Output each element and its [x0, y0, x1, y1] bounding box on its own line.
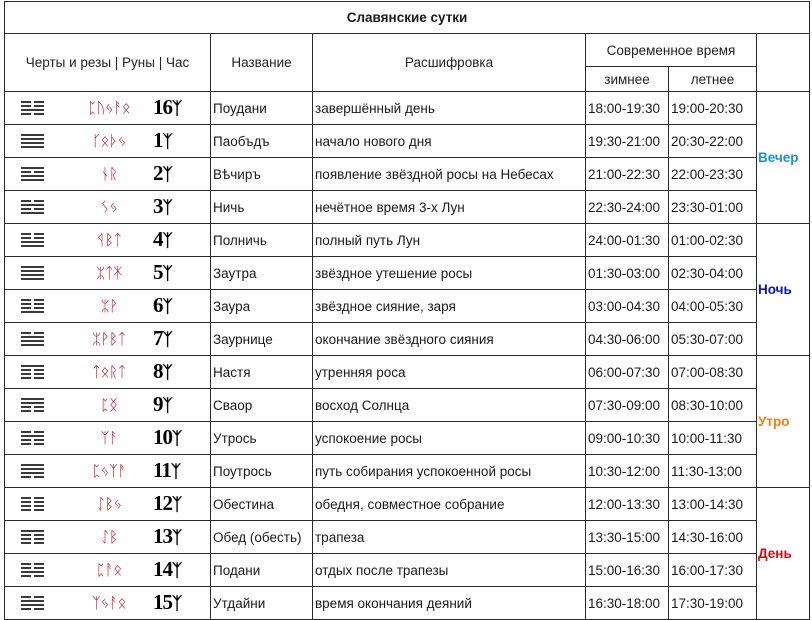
- hour-number: [153, 491, 181, 516]
- period-meaning: звёздное сияние, заря: [313, 290, 586, 323]
- trigram-icon: [21, 365, 44, 379]
- period-meaning: окончание звёздного сияния: [313, 323, 586, 356]
- period-meaning: обедня, совместное собрание: [313, 488, 586, 521]
- winter-time: 15:00-16:30: [586, 554, 669, 587]
- hour-value: 3: [153, 194, 163, 218]
- hour-value: 4: [153, 227, 163, 251]
- day-period-label: Утро: [757, 356, 810, 488]
- hour-value: 16: [153, 95, 172, 119]
- glyph-cell: [5, 389, 211, 422]
- table-row: [5, 224, 810, 257]
- rune-glyphs: ᛯᚹ: [100, 297, 118, 315]
- glyph-cell: [5, 224, 211, 257]
- rune-glyphs: ᚾᚱ: [100, 165, 118, 183]
- hour-number: [153, 326, 172, 351]
- summer-time: 22:00-23:30: [669, 158, 757, 191]
- winter-time: 24:00-01:30: [586, 224, 669, 257]
- period-name: Поудани: [211, 92, 313, 125]
- rune-glyphs: ᛉᛃᚨᛟ: [91, 594, 126, 612]
- day-period-label: Вечер: [757, 92, 810, 224]
- table-row: [5, 191, 810, 224]
- winter-time: 04:30-06:00: [586, 323, 669, 356]
- winter-time: 07:30-09:00: [586, 389, 669, 422]
- rune-glyphs: ᛈᚨᛟ: [96, 561, 122, 579]
- table-row: [5, 290, 810, 323]
- period-meaning: утренняя роса: [313, 356, 586, 389]
- hour-value: 10: [153, 425, 172, 449]
- trigram-icon: [21, 167, 44, 181]
- table-row: [5, 422, 810, 455]
- hour-number: [153, 194, 172, 219]
- day-period-label: День: [757, 488, 810, 620]
- hour-mark-icon: ᛉ: [162, 330, 172, 350]
- hour-mark-icon: ᛉ: [162, 396, 172, 416]
- rune-glyphs: ᛈᚢᛃᚨᛟ: [87, 99, 131, 117]
- period-name: Подани: [211, 554, 313, 587]
- hour-mark-icon: ᛉ: [162, 297, 172, 317]
- hour-number: [153, 95, 181, 120]
- trigram-icon: [21, 101, 44, 115]
- hour-mark-icon: ᛉ: [162, 363, 172, 383]
- hour-mark-icon: ᛉ: [162, 264, 172, 284]
- summer-time: 16:00-17:30: [669, 554, 757, 587]
- trigram-icon: [21, 431, 44, 445]
- rune-glyphs: ᛯᚹᛒᛏ: [91, 330, 126, 348]
- slavic-day-table: [4, 1, 810, 620]
- glyph-cell: [5, 488, 211, 521]
- hour-number: [153, 260, 172, 285]
- glyph-cell: [5, 257, 211, 290]
- hour-number: [153, 128, 172, 153]
- period-name: Утрось: [211, 422, 313, 455]
- period-meaning: нечётное время 3-х Лун: [313, 191, 586, 224]
- period-meaning: успокоение росы: [313, 422, 586, 455]
- table-row: [5, 125, 810, 158]
- period-meaning: восход Солнца: [313, 389, 586, 422]
- trigram-icon: [21, 299, 44, 313]
- hour-mark-icon: ᛉ: [172, 495, 182, 515]
- table-row: [5, 389, 810, 422]
- glyph-cell: [5, 356, 211, 389]
- trigram-icon: [21, 332, 44, 346]
- table-row: [5, 554, 810, 587]
- winter-time: 19:30-21:00: [586, 125, 669, 158]
- period-name: Обед (обесть): [211, 521, 313, 554]
- hour-value: 8: [153, 359, 163, 383]
- header-period: [757, 34, 810, 92]
- table-row: [5, 92, 810, 125]
- rune-glyphs: ᛈᛃᛉᚨ: [91, 462, 126, 480]
- winter-time: 09:00-10:30: [586, 422, 669, 455]
- period-name: Заутра: [211, 257, 313, 290]
- trigram-icon: [21, 563, 44, 577]
- period-meaning: отдых после трапезы: [313, 554, 586, 587]
- winter-time: 01:30-03:00: [586, 257, 669, 290]
- hour-value: 6: [153, 293, 163, 317]
- trigram-icon: [21, 596, 44, 610]
- period-name: Полничь: [211, 224, 313, 257]
- header-summer: летнее: [669, 67, 757, 92]
- glyph-cell: [5, 587, 211, 620]
- period-name: Заура: [211, 290, 313, 323]
- winter-time: 03:00-04:30: [586, 290, 669, 323]
- hour-number: [153, 227, 172, 252]
- period-meaning: время окончания деяний: [313, 587, 586, 620]
- glyph-cell: [5, 125, 211, 158]
- rune-glyphs: ᛇᛒᛃ: [96, 495, 122, 513]
- summer-time: 13:00-14:30: [669, 488, 757, 521]
- hour-value: 15: [153, 590, 172, 614]
- hour-value: 7: [153, 326, 163, 350]
- rune-glyphs: ᛇᛒ: [100, 528, 118, 546]
- winter-time: 21:00-22:30: [586, 158, 669, 191]
- glyph-cell: [5, 422, 211, 455]
- summer-time: 05:30-07:00: [669, 323, 757, 356]
- hour-mark-icon: ᛉ: [170, 462, 181, 482]
- summer-time: 14:30-16:00: [669, 521, 757, 554]
- hour-mark-icon: ᛉ: [162, 198, 172, 218]
- hour-number: [153, 557, 181, 582]
- rune-glyphs: ᚴᛟᚦᛃ: [91, 132, 126, 150]
- period-name: Обестина: [211, 488, 313, 521]
- glyph-cell: [5, 92, 211, 125]
- table-row: [5, 323, 810, 356]
- period-name: Паобъдъ: [211, 125, 313, 158]
- glyph-cell: [5, 191, 211, 224]
- period-name: Утдайни: [211, 587, 313, 620]
- hour-value: 13: [153, 524, 172, 548]
- table-row: [5, 488, 810, 521]
- hour-mark-icon: ᛉ: [172, 561, 182, 581]
- trigram-icon: [21, 398, 44, 412]
- winter-time: 06:00-07:30: [586, 356, 669, 389]
- hour-mark-icon: ᛉ: [162, 231, 172, 251]
- period-name: Вѣчиръ: [211, 158, 313, 191]
- hour-number: [153, 458, 180, 483]
- trigram-icon: [21, 200, 44, 214]
- summer-time: 10:00-11:30: [669, 422, 757, 455]
- hour-value: 5: [153, 260, 163, 284]
- trigram-icon: [21, 464, 44, 478]
- hour-number: [153, 161, 172, 186]
- period-meaning: трапеза: [313, 521, 586, 554]
- hour-mark-icon: ᛉ: [162, 132, 172, 152]
- rune-glyphs: ᛯᛏᛡ: [96, 264, 122, 282]
- hour-number: [153, 293, 172, 318]
- header-name: Название: [211, 34, 313, 92]
- summer-time: 19:00-20:30: [669, 92, 757, 125]
- winter-time: 18:00-19:30: [586, 92, 669, 125]
- period-meaning: путь собирания успокоенной росы: [313, 455, 586, 488]
- hour-value: 1: [153, 128, 163, 152]
- summer-time: 20:30-22:00: [669, 125, 757, 158]
- period-meaning: полный путь Лун: [313, 224, 586, 257]
- hour-number: [153, 392, 172, 417]
- trigram-icon: [21, 134, 44, 148]
- hour-mark-icon: ᛉ: [172, 429, 182, 449]
- winter-time: 10:30-12:00: [586, 455, 669, 488]
- trigram-icon: [21, 266, 44, 280]
- hour-mark-icon: ᛉ: [172, 99, 182, 119]
- hour-number: [153, 359, 172, 384]
- header-glyphs: Черты и резы | Руны | Час: [5, 34, 211, 92]
- header-winter: зимнее: [586, 67, 669, 92]
- summer-time: 23:30-01:00: [669, 191, 757, 224]
- period-meaning: звёздное утешение росы: [313, 257, 586, 290]
- rune-glyphs: ᛉᚨ: [100, 429, 118, 447]
- table-row: [5, 455, 810, 488]
- summer-time: 04:00-05:30: [669, 290, 757, 323]
- rune-glyphs: ᛈᛝ: [100, 396, 118, 414]
- glyph-cell: [5, 521, 211, 554]
- header-meaning: Расшифровка: [313, 34, 586, 92]
- hour-value: 2: [153, 161, 163, 185]
- glyph-cell: [5, 323, 211, 356]
- hour-value: 11: [153, 458, 171, 482]
- period-meaning: появление звёздной росы на Небесах: [313, 158, 586, 191]
- summer-time: 08:30-10:00: [669, 389, 757, 422]
- rune-glyphs: ᛊᛃ: [100, 198, 118, 216]
- day-period-label: Ночь: [757, 224, 810, 356]
- winter-time: 22:30-24:00: [586, 191, 669, 224]
- hour-number: [153, 524, 181, 549]
- period-name: Настя: [211, 356, 313, 389]
- trigram-icon: [21, 530, 44, 544]
- rune-glyphs: ᛩᛒᛏ: [96, 231, 122, 249]
- winter-time: 16:30-18:00: [586, 587, 669, 620]
- table-row: [5, 158, 810, 191]
- table-row: [5, 356, 810, 389]
- trigram-icon: [21, 497, 44, 511]
- table-row: [5, 587, 810, 620]
- hour-value: 9: [153, 392, 163, 416]
- summer-time: 17:30-19:00: [669, 587, 757, 620]
- hour-mark-icon: ᛉ: [162, 165, 172, 185]
- hour-number: [153, 425, 181, 450]
- header-modern-time: Современное время: [586, 34, 757, 67]
- summer-time: 11:30-13:00: [669, 455, 757, 488]
- hour-value: 14: [153, 557, 172, 581]
- table-row: [5, 521, 810, 554]
- period-name: Сваор: [211, 389, 313, 422]
- table-row: [5, 257, 810, 290]
- period-meaning: начало нового дня: [313, 125, 586, 158]
- glyph-cell: [5, 554, 211, 587]
- hour-mark-icon: ᛉ: [172, 528, 182, 548]
- period-name: Ничь: [211, 191, 313, 224]
- winter-time: 13:30-15:00: [586, 521, 669, 554]
- hour-value: 12: [153, 491, 172, 515]
- period-name: Заурнице: [211, 323, 313, 356]
- summer-time: 01:00-02:30: [669, 224, 757, 257]
- winter-time: 12:00-13:30: [586, 488, 669, 521]
- hour-mark-icon: ᛉ: [172, 594, 182, 614]
- summer-time: 07:00-08:30: [669, 356, 757, 389]
- rune-glyphs: ᛏᛟᚱᛏ: [91, 363, 126, 381]
- glyph-cell: [5, 158, 211, 191]
- glyph-cell: [5, 455, 211, 488]
- glyph-cell: [5, 290, 211, 323]
- period-name: Поутрось: [211, 455, 313, 488]
- hour-number: [153, 590, 181, 615]
- period-meaning: завершённый день: [313, 92, 586, 125]
- trigram-icon: [21, 233, 44, 247]
- summer-time: 02:30-04:00: [669, 257, 757, 290]
- table-title: Славянские сутки: [5, 2, 810, 34]
